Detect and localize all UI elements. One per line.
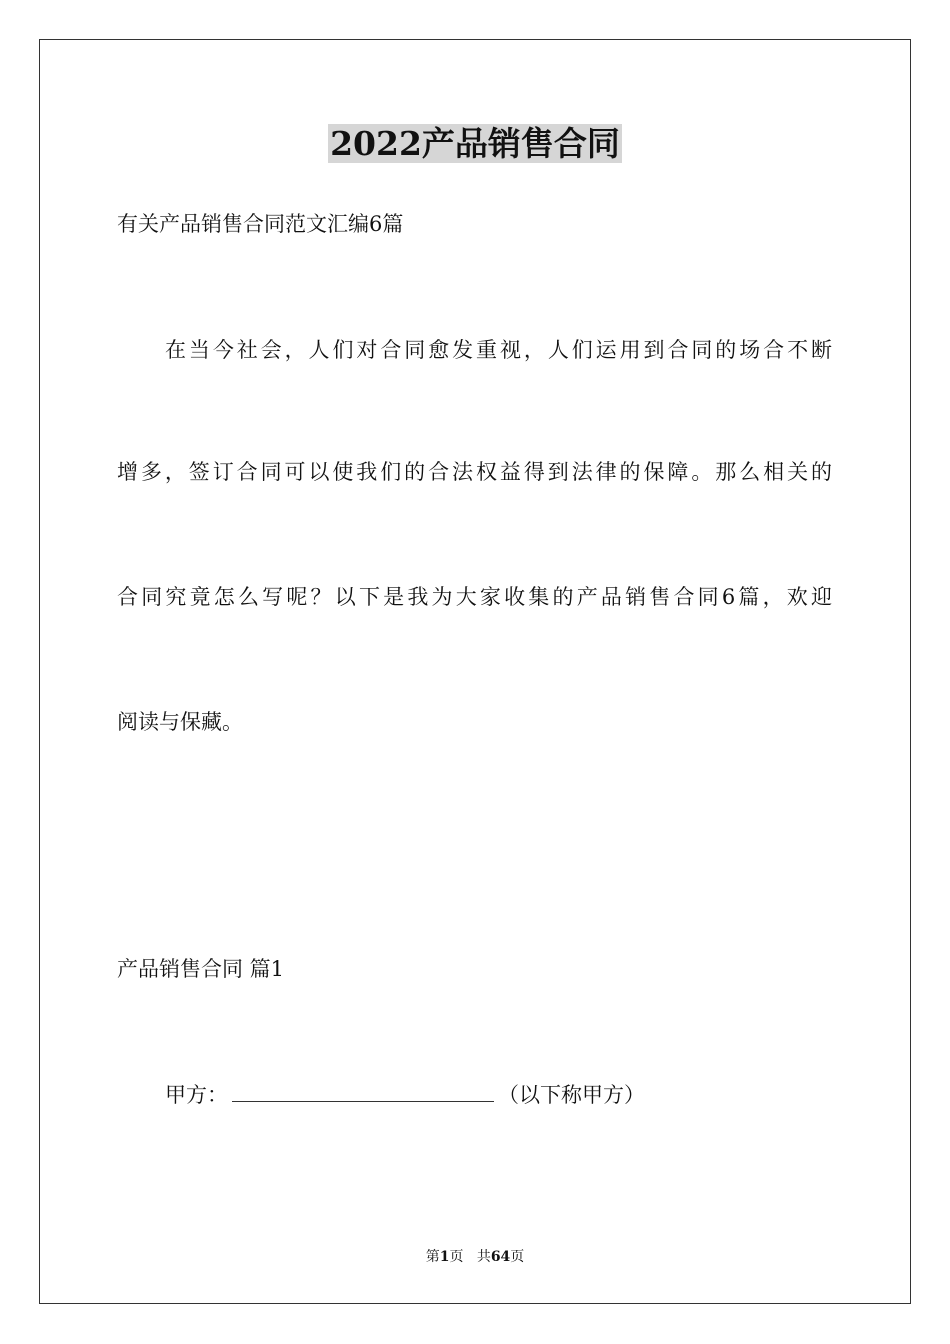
intro-line-2: 增多，签订合同可以使我们的合法权益得到法律的保障。那么相关的: [117, 460, 832, 484]
document-title-text: 2022产品销售合同: [330, 124, 620, 163]
footer-page-suffix: 页: [449, 1249, 464, 1265]
footer-total-pages: 64: [490, 1249, 511, 1265]
party-a-row: [165, 1083, 645, 1108]
section-heading: 产品销售合同 篇1: [117, 957, 285, 981]
page-footer: [0, 1249, 950, 1266]
party-a-suffix: （以下称甲方）: [498, 1083, 645, 1107]
footer-page-prefix: 第: [425, 1249, 440, 1265]
intro-line-4: 阅读与保藏。: [117, 710, 243, 734]
document-title: [0, 124, 950, 164]
intro-line-1: 在当今社会，人们对合同愈发重视，人们运用到合同的场合不断: [165, 338, 832, 362]
footer-page-number: 1: [439, 1249, 450, 1265]
footer-total-prefix: 共: [476, 1249, 491, 1265]
intro-line-3: 合同究竟怎么写呢？以下是我为大家收集的产品销售合同6篇，欢迎: [117, 585, 832, 609]
party-a-label: 甲方：: [165, 1083, 228, 1107]
footer-total-suffix: 页: [510, 1249, 525, 1265]
document-subtitle: 有关产品销售合同范文汇编6篇: [117, 212, 404, 236]
party-a-blank-field: [232, 1083, 494, 1102]
